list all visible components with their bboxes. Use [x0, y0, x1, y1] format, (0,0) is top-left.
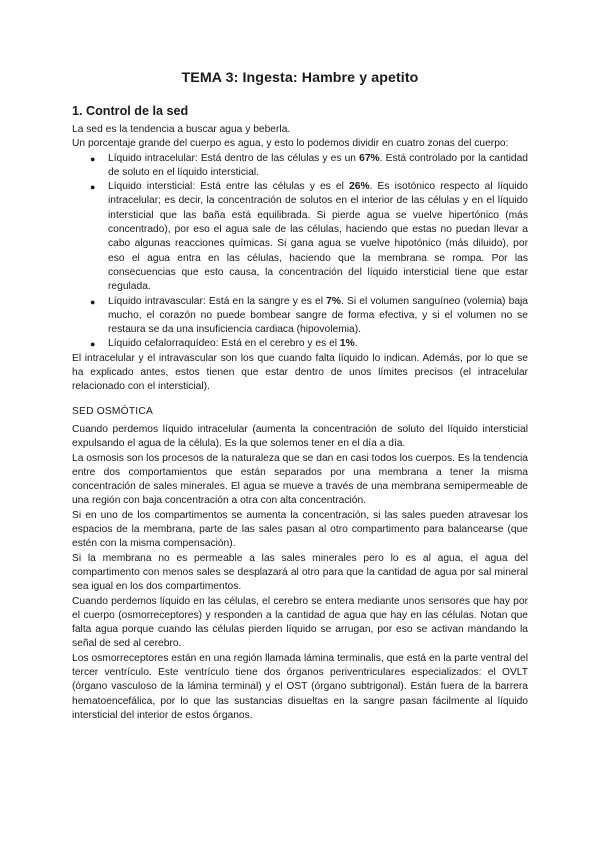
bullet-icon: ●	[90, 296, 96, 307]
closing-paragraph: El intracelular y el intravascular son los que cuando falta líquido lo indican. Además, por lo que se ha explicado antes, estos tienen que estar dentro de unos límites precisos (el intracelular relacionado con el intersticial).	[72, 352, 528, 393]
bullet-icon: ●	[90, 182, 96, 193]
intro-paragraph-1: La sed es la tendencia a buscar agua y beberla.	[72, 124, 291, 135]
intro-paragraph-2: Un porcentaje grande del cuerpo es agua, y esto lo podemos dividir en cuatro zonas del cuerpo:	[72, 138, 509, 150]
paragraph: Cuando perdemos líquido intracelular (aumenta la concentración de soluto del líquido intersticial expulsando el agua de la célula). Es la que solemos tener en el día a día.	[72, 423, 528, 450]
section-heading-control-sed: 1. Control de la sed	[72, 104, 189, 118]
subheading-sed-osmotica: SED OSMÓTICA	[72, 405, 153, 417]
list-item-intravascular: ● Líquido intravascular: Está en la sangre y es el 7%. Si el volumen sanguíneo (volemia) baja mucho, el corazón no puede bombear sangre de forma efectiva, y si el volumen no se restaura se da una insuficiencia cardiaca (hipovolemia).	[90, 295, 529, 336]
paragraph: Si en uno de los compartimentos se aumenta la concentración, si las sales pueden atravesar los espacios de la membrana, parte de las sales pasan al otro compartimento para balancearse (que estén con la misma compensación).	[72, 509, 528, 550]
paragraph: Los osmorreceptores están en una región llamada lámina terminalis, que está en la parte ventral del tercer ventrículo. Este ventrículo tiene dos órganos periventriculares especializados: el OVLT (órgano vasculoso de la lámina terminal) y el OST (órgano subtrigonal). Están fuera de la barrera hematoencefálica, por lo que las sustancias disueltas en la sangre pasan fácilmente al líquido intersticial del interior de estos órganos.	[72, 652, 528, 721]
paragraph: Cuando perdemos líquido en las células, el cerebro se entera mediante unos sensores que hay por el cuerpo (osmorreceptores) y responden a la cantidad de agua que hay en las células. Notan que falta agua porque cuando las células pierden líquido se arrugan, por eso se activan mandando la señal de sed al cerebro.	[72, 595, 528, 650]
paragraph: La osmosis son los procesos de la naturaleza que se dan en casi todos los cuerpos. Es la tendencia entre dos comportamientos que están separados por una membrana a tener la misma concentración de sales minerales. El agua se mueve a través de una membrana semipermeable de una región con baja concentración a otra con alta concentración.	[72, 452, 528, 507]
list-item-intracelular: ● Líquido intracelular: Está dentro de las células y es un 67%. Está controlado por la cantidad de soluto en el líquido intersticial.	[90, 152, 528, 178]
paragraph: Si la membrana no es permeable a las sales minerales pero lo es al agua, el agua del compartimento con menos sales se desplazará al otro para que la cantidad de agua por sal mineral sea igual en los dos compartimentos.	[72, 552, 528, 593]
body-zones-list	[72, 152, 528, 352]
list-item-cefalorraquideo: ● Líquido cefalorraquídeo: Está en el cerebro y es el 1%.	[108, 337, 528, 351]
page-title: TEMA 3: Ingesta: Hambre y apetito	[181, 70, 419, 86]
bullet-icon: ●	[90, 153, 96, 164]
list-item-intersticial: ● Líquido intersticial: Está entre las células y es el 26%. Es isotónico respecto al líquido intracelular; es decir, la concentración de solutos en el interior de las células y en el líquido intersticial que las baña está equilibrada. Si pierde agua se vuelve hipertónico (más concentrado), por eso el agua sale de las células, haciendo que estas no puedan llevar a cabo algunas reacciones químicas. Si gana agua se vuelve hipotónico (más diluido), por eso el agua entra en las células, haciendo que la membrana se rompa. Por las consecuencias que esto causa, la concentración del líquido intersticial tiene que estar regulada.	[90, 181, 528, 293]
bullet-icon: ●	[90, 339, 96, 350]
